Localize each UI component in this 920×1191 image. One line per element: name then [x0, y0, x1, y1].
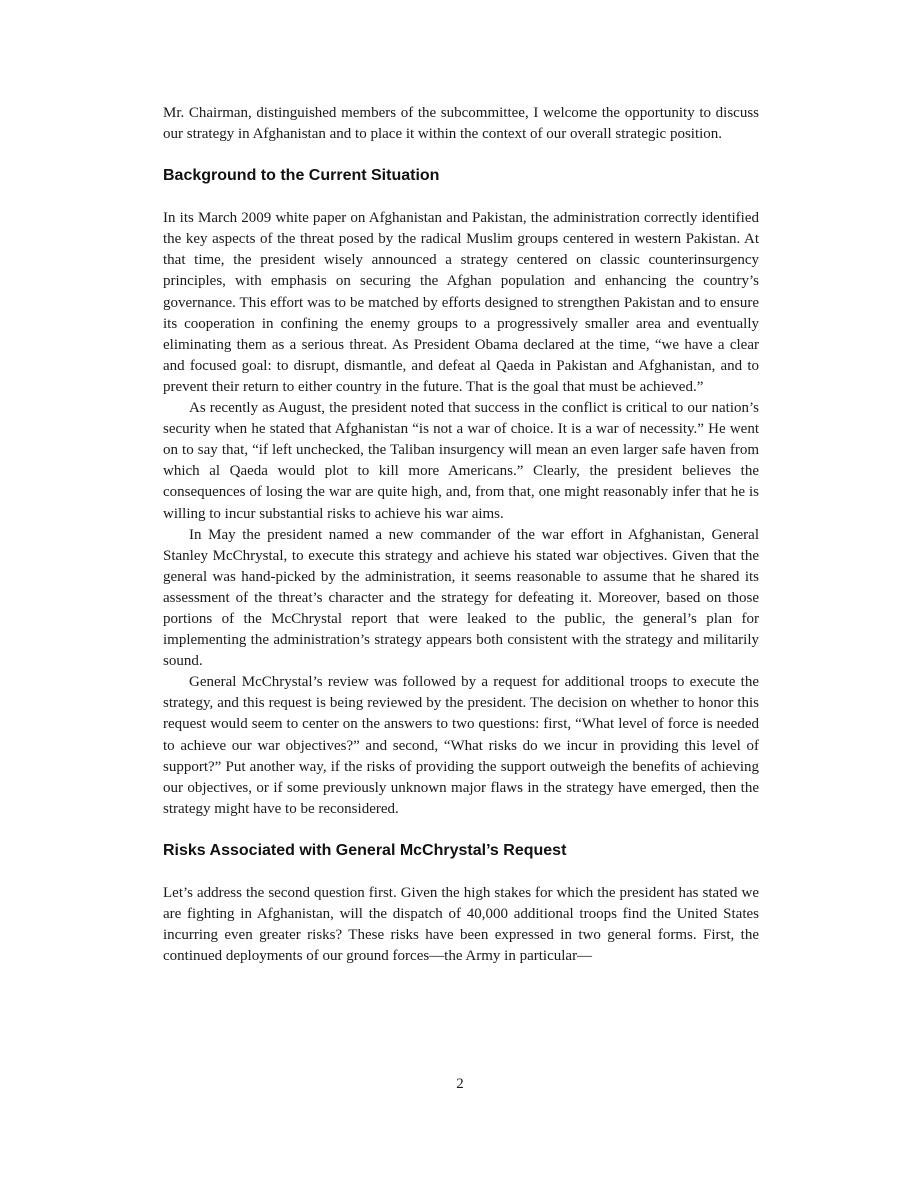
- background-paragraph-3: In May the president named a new commander of the war effort in Afghanistan, General Stanley McChrystal, to execute this strategy and achieve his stated war objectives. Given that the general was hand-picked by the administration, it seems reasonable to assume that he shared its assessment of the threat’s character and the strategy for defeating it. Moreover, based on those portions of the McChrystal report that were leaked to the public, the general’s plan for implementing the administration’s strategy appears both consistent with the strategy and militarily sound.: [163, 526, 759, 670]
- document-body: [163, 103, 759, 967]
- background-paragraph-4: General McChrystal’s review was followed by a request for additional troops to execute the strategy, and this request is being reviewed by the president. The decision on whether to honor this request would seem to center on the answers to two questions: first, “What level of force is needed to achieve our war objectives?” and second, “What risks do we incur in providing this level of support?” Put another way, if the risks of providing the support outweigh the benefits of achieving our objectives, or if some previously unknown major flaws in the strategy have emerged, then the strategy might have to be reconsidered.: [163, 674, 759, 817]
- background-paragraph-2: As recently as August, the president noted that success in the conflict is critical to our nation’s security when he stated that Afghanistan “is not a war of choice. It is a war of necessity.” He went on to say that, “if left unchecked, the Taliban insurgency will mean an even larger safe haven from which al Qaeda would plot to kill more Americans.” Clearly, the president believes the consequences of losing the war are quite high, and, from that, one might reasonably infer that he is willing to incur substantial risks to achieve his war aims.: [163, 400, 759, 522]
- background-paragraph-1: In its March 2009 white paper on Afghanistan and Pakistan, the administration correctly identified the key aspects of the threat posed by the radical Muslim groups centered in western Pakistan. At that time, the president wisely announced a strategy centered on classic counterinsurgency principles, with emphasis on securing the Afghan population and enhancing the country’s governance. This effort was to be matched by efforts designed to strengthen Pakistan and to ensure its cooperation in confining the enemy groups to a progressively smaller area and eventually eliminating them as a serious threat. As President Obama declared at the time, “we have a clear and focused goal: to disrupt, dismantle, and defeat al Qaeda in Pakistan and Afghanistan, and to prevent their return to either country in the future. That is the goal that must be achieved.”: [163, 210, 759, 395]
- risks-paragraph-1: Let’s address the second question first. Given the high stakes for which the president has stated we are fighting in Afghanistan, will the dispatch of 40,000 additional troops find the United States incurring even greater risks? These risks have been expressed in two general forms. First, the continued deployments of our ground forces—the Army in particular—: [163, 884, 759, 965]
- intro-paragraph: Mr. Chairman, distinguished members of the subcommittee, I welcome the opportunity to discuss our strategy in Afghanistan and to place it within the context of our overall strategic position.: [163, 105, 759, 143]
- page-number: 2: [456, 1076, 464, 1092]
- section-heading-risks: Risks Associated with General McChrystal’s Request: [163, 841, 567, 859]
- section-heading-background: Background to the Current Situation: [163, 167, 440, 185]
